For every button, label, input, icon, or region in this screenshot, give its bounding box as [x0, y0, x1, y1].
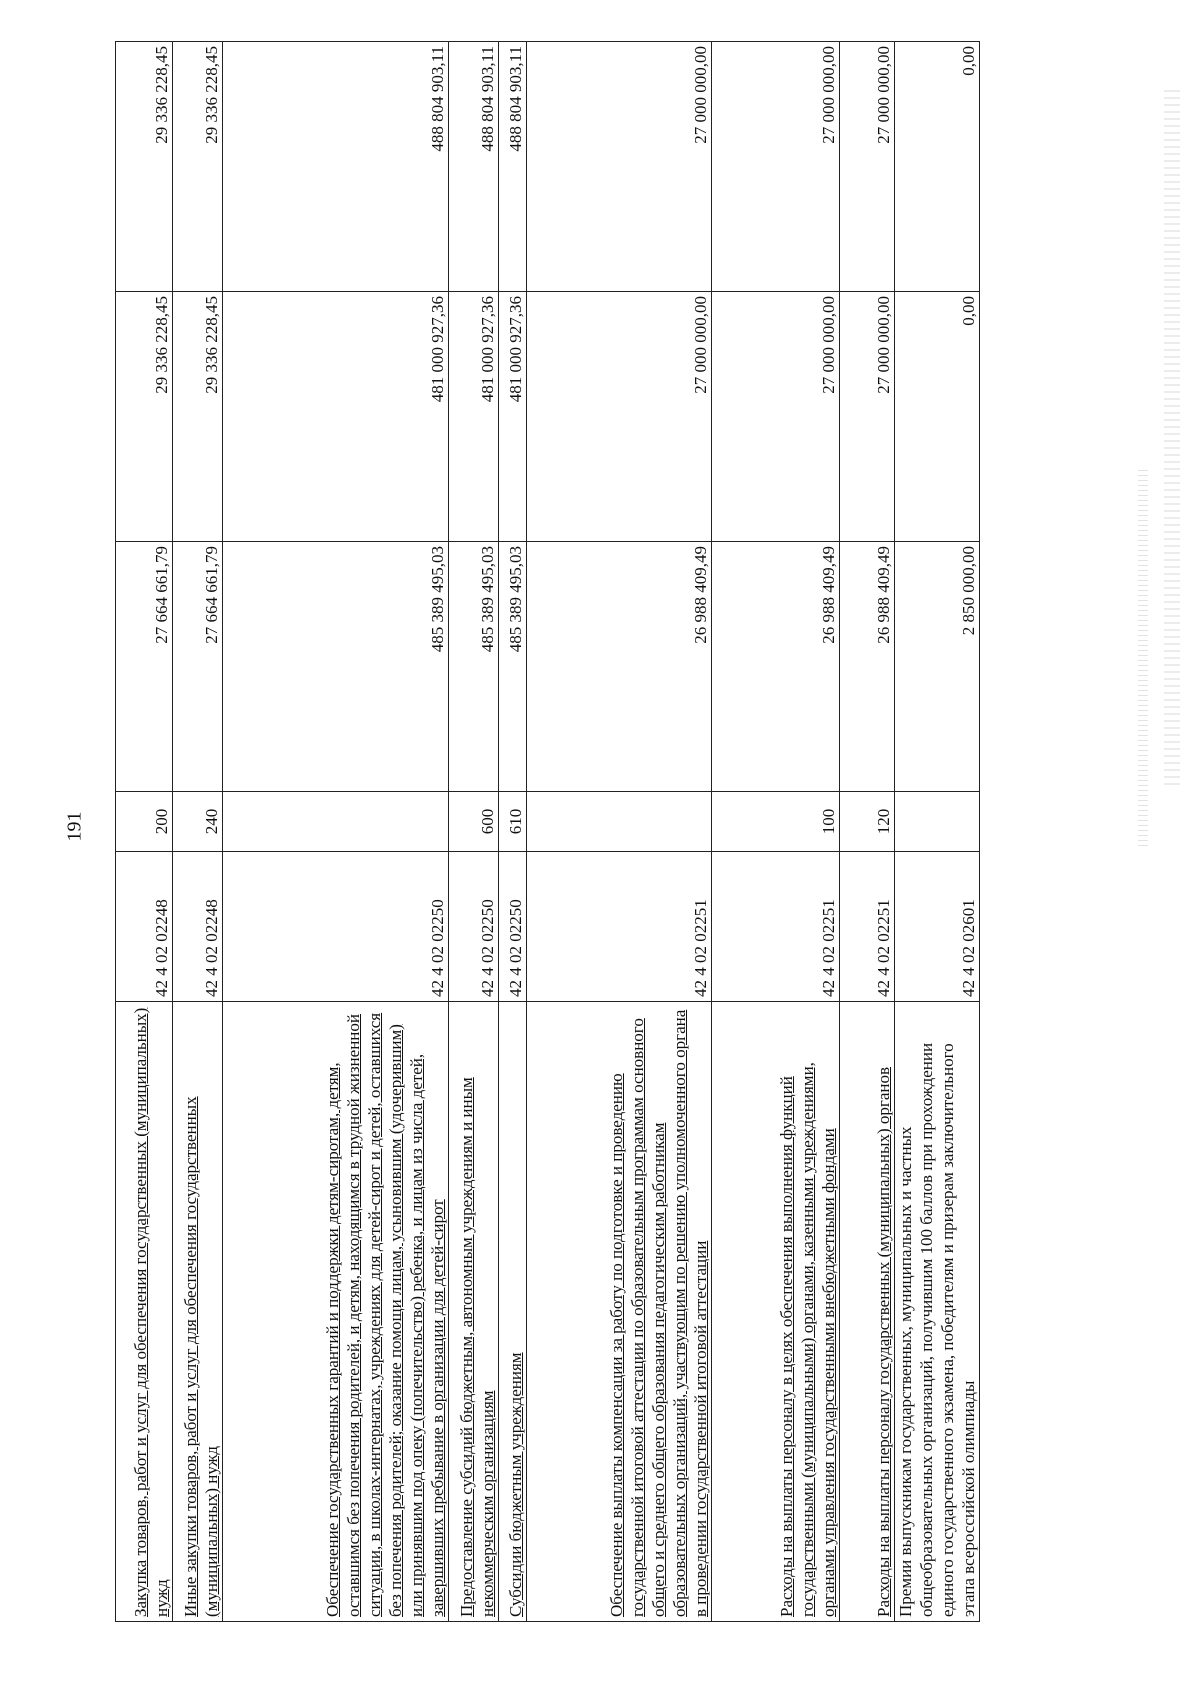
row-value-3: 27 000 000,00	[712, 42, 840, 292]
row-value-1: 485 389 495,03	[449, 542, 499, 792]
row-value-3: 29 336 228,45	[173, 42, 223, 292]
row-value-1: 485 389 495,03	[223, 542, 449, 792]
table-row	[449, 42, 499, 1622]
row-code: 42 4 02 02250	[223, 852, 449, 1002]
row-value-2: 481 000 927,36	[499, 292, 527, 542]
row-expense-type	[527, 792, 712, 852]
table-row	[840, 42, 895, 1622]
row-expense-type	[223, 792, 449, 852]
row-code: 42 4 02 02248	[173, 852, 223, 1002]
row-value-2: 29 336 228,45	[116, 292, 173, 542]
row-value-2: 481 000 927,36	[449, 292, 499, 542]
row-description: Закупка товаров, работ и услуг для обеспечения государственных (муниципальных) нужд	[116, 1002, 173, 1622]
scan-margin-noise	[1138, 470, 1148, 850]
row-description: Иные закупки товаров, работ и услуг для обеспечения государственных (муниципальных) нужд	[173, 1002, 223, 1622]
row-value-2: 27 000 000,00	[527, 292, 712, 542]
budget-table	[115, 41, 980, 1622]
row-expense-type: 600	[449, 792, 499, 852]
row-code: 42 4 02 02248	[116, 852, 173, 1002]
row-description: Расходы на выплаты персоналу в целях обеспечения выполнения функций государственными (муниципальными) органами, казенными учреждениями, органами управления государственными внебюджетными фондами	[712, 1002, 840, 1622]
row-value-2: 27 000 000,00	[712, 292, 840, 542]
table-row	[499, 42, 527, 1622]
row-code: 42 4 02 02250	[499, 852, 527, 1002]
row-code: 42 4 02 02250	[449, 852, 499, 1002]
row-value-1: 485 389 495,03	[499, 542, 527, 792]
row-value-2: 29 336 228,45	[173, 292, 223, 542]
row-value-1: 27 664 661,79	[173, 542, 223, 792]
row-value-2: 481 000 927,36	[223, 292, 449, 542]
table-row	[173, 42, 223, 1622]
row-value-3: 27 000 000,00	[840, 42, 895, 292]
row-expense-type: 100	[712, 792, 840, 852]
row-code: 42 4 02 02251	[527, 852, 712, 1002]
row-value-3: 27 000 000,00	[527, 42, 712, 292]
row-expense-type: 240	[173, 792, 223, 852]
row-value-1: 2 850 000,00	[895, 542, 980, 792]
row-value-3: 488 804 903,11	[449, 42, 499, 292]
row-description: Обеспечение выплаты компенсации за работу по подготовке и проведению государственной итоговой аттестации по образовательным программам основного общего и среднего общего образования педагогическим работникам образовательных организаций, участвующим по решению уполномоченного органа в проведении государственной итоговой аттестации	[527, 1002, 712, 1622]
row-description: Обеспечение государственных гарантий и поддержки детям-сиротам, детям, оставшимся без попечения родителей, и детям, находящимся в трудной жизненной ситуации, в школах-интернатах, учреждениях для детей-сирот и детей, оставшихся без попечения родителей; оказание помощи лицам, усыновившим (удочерившим) или принявшим под опеку (попечительство) ребенка, и лицам из числа детей, завершивших пребывание в организации для детей-сирот	[223, 1002, 449, 1622]
row-code: 42 4 02 02251	[840, 852, 895, 1002]
table-row	[223, 42, 449, 1622]
table-row	[895, 42, 980, 1622]
row-value-2: 27 000 000,00	[840, 292, 895, 542]
table-row	[527, 42, 712, 1622]
row-expense-type: 610	[499, 792, 527, 852]
row-description: Расходы на выплаты персоналу государственных (муниципальных) органов	[840, 1002, 895, 1622]
row-value-1: 26 988 409,49	[840, 542, 895, 792]
table-row	[116, 42, 173, 1622]
row-value-1: 26 988 409,49	[527, 542, 712, 792]
row-value-1: 27 664 661,79	[116, 542, 173, 792]
row-value-3: 29 336 228,45	[116, 42, 173, 292]
row-description: Премии выпускникам государственных, муниципальных и частных общеобразовательных организаций, получившим 100 баллов при прохождении единого государственного экзамена, победителям и призерам заключительного этапа всероссийской олимпиады	[895, 1002, 980, 1622]
row-description: Предоставление субсидий бюджетным, автономным учреждениям и иным некоммерческим организациям	[449, 1002, 499, 1622]
budget-table-rotated	[115, 42, 978, 1622]
row-value-3: 488 804 903,11	[499, 42, 527, 292]
row-description: Субсидии бюджетным учреждениям	[499, 1002, 527, 1622]
row-expense-type: 200	[116, 792, 173, 852]
row-value-1: 26 988 409,49	[712, 542, 840, 792]
row-expense-type: 120	[840, 792, 895, 852]
row-expense-type	[895, 792, 980, 852]
row-value-3: 488 804 903,11	[223, 42, 449, 292]
scan-margin-noise	[1164, 90, 1180, 790]
row-value-2: 0,00	[895, 292, 980, 542]
row-code: 42 4 02 02251	[712, 852, 840, 1002]
row-value-3: 0,00	[895, 42, 980, 292]
table-row	[712, 42, 840, 1622]
row-code: 42 4 02 02601	[895, 852, 980, 1002]
page-number: 191	[63, 811, 86, 842]
